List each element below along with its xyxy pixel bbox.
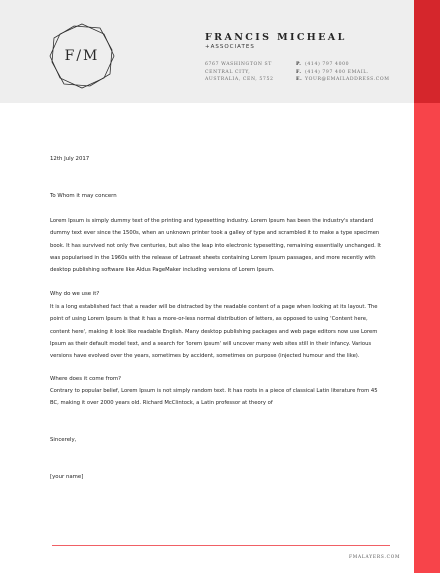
letter-closing: Sincerely, — [50, 437, 77, 443]
address-line: 6767 WASHINGTON ST — [205, 62, 272, 67]
logo — [48, 22, 116, 90]
contact-value: (414) 797 400 EMAIL. — [305, 69, 369, 75]
contact-key: E. — [296, 77, 303, 83]
address-line: CENTRAL CITY, — [205, 69, 251, 75]
section-heading: Why do we use it? — [50, 291, 100, 297]
letter-date: 12th July 2017 — [50, 156, 90, 162]
section-heading: Where does it come from? — [50, 376, 122, 382]
contact-phone — [296, 61, 390, 69]
letter-signature: [your name] — [50, 474, 84, 480]
address-line: AUSTRALIA, CEN, 5752 — [205, 77, 274, 83]
accent-stripe-top — [414, 0, 440, 103]
letter-salutation: To Whom it may concern — [50, 193, 117, 199]
company-name: FRANCIS MICHEAL — [205, 32, 347, 43]
contact-value: YOUR@EMAILADDRESS.COM — [305, 77, 390, 83]
contact-key: P. — [296, 62, 302, 67]
contact-fax — [296, 69, 390, 77]
contact-email — [296, 76, 390, 84]
contact-key: F. — [296, 69, 302, 75]
company-address — [205, 61, 273, 84]
logo-monogram: F/M — [64, 48, 100, 64]
company-contacts — [296, 61, 390, 84]
contact-value: (414) 797 4000 — [305, 62, 350, 67]
footer-divider — [52, 545, 390, 546]
company-subtitle: +ASSOCIATES — [205, 44, 255, 50]
letter-paragraph: Contrary to popular belief, Lorem Ipsum is not simply random text. It has roots in a piece of classical Latin literature from 45 BC, making it over 2000 years old. Richard McClintock, a Latin professor at theory of — [50, 388, 378, 407]
accent-stripe — [414, 103, 440, 573]
letter-paragraph: It is a long established fact that a reader will be distracted by the readable content of a page when looking at its layout. The point of using Lorem Ipsum is that it has a more-or-less normal distribution of letters, as opposed to using 'Content here, content here', making it look like readable English. Many desktop publishing packages and web page editors now use Lorem Ipsum as their default model text, and a search for 'lorem ipsum' will uncover many web sites still in their infancy. Various versions have evolved over the years, sometimes by accident, sometimes on purpose (injected humour and the like). — [50, 304, 378, 360]
footer-website: FMALAYERS.COM — [349, 555, 401, 560]
letter-paragraph: Lorem Ipsum is simply dummy text of the printing and typesetting industry. Lorem Ipsum has been the industry's standard dummy text ever since the 1500s, when an unknown printer took a galley of type and scrambled it to make a type specimen book. It has survived not only five centuries, but also the leap into electronic typesetting, remaining essentially unchanged. It was popularised in the 1960s with the release of Letraset sheets containing Lorem Ipsum passages, and more recently with desktop publishing software like Aldus PageMaker including versions of Lorem Ipsum. — [50, 218, 382, 274]
